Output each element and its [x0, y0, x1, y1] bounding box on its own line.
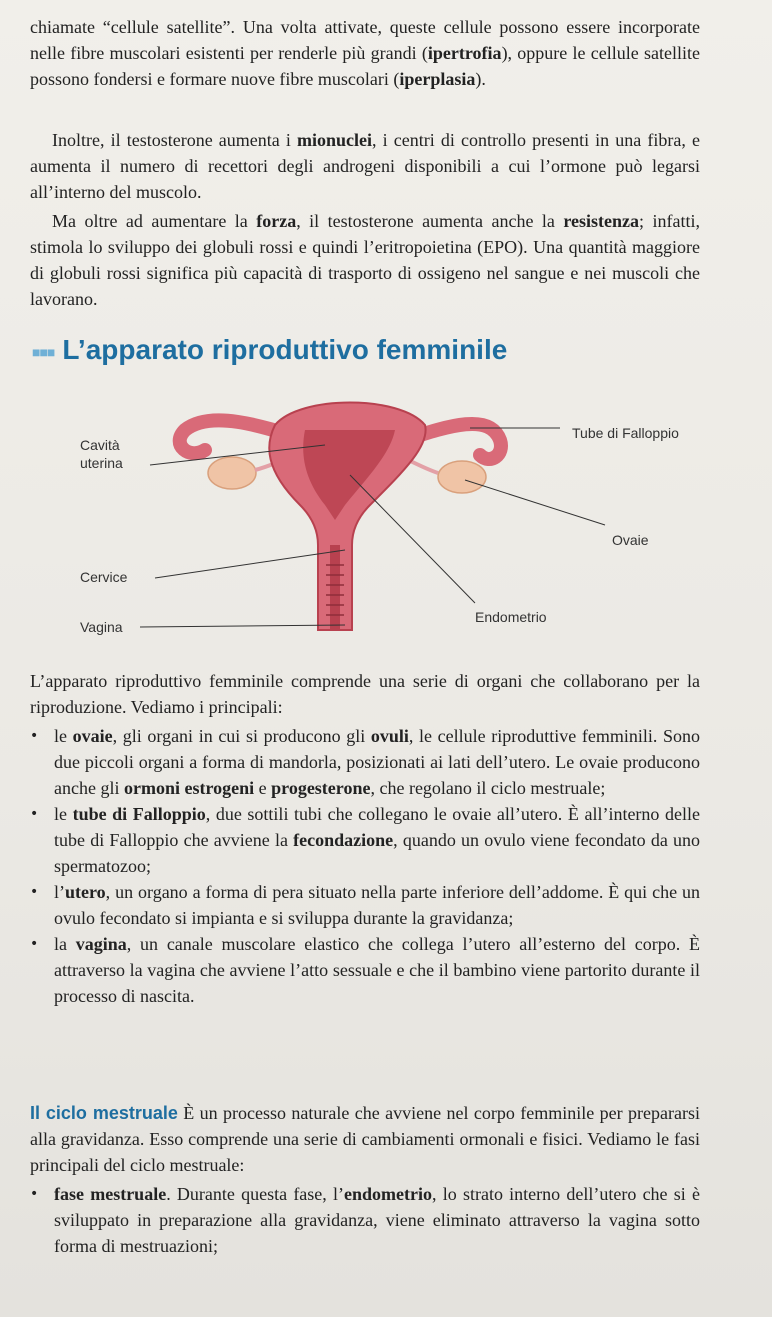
term-estrogeni: ormoni estrogeni — [123, 778, 255, 798]
paragraph-ciclo — [30, 1100, 700, 1178]
term-iperplasia: iperplasia — [399, 69, 476, 89]
label-cavita-1: Cavità — [80, 437, 120, 453]
leader-cervice — [155, 550, 345, 578]
leader-endometrio — [350, 475, 475, 603]
term-fase-mestruale: fase mestruale — [54, 1184, 167, 1204]
term-progesterone: progesterone — [271, 778, 371, 798]
phase-list — [30, 1181, 700, 1259]
label-ovaie: Ovaie — [612, 532, 649, 548]
term-endometrio: endometrio — [344, 1184, 432, 1204]
paragraph-satellite-cells — [30, 14, 700, 92]
term-tube: tube di Falloppio — [72, 804, 206, 824]
label-endometrio: Endometrio — [475, 609, 547, 625]
text: È un processo naturale che avviene nel corpo femminile per prepararsi alla gravidanza. Esso comprende una serie di cambiamenti ormonali e fisici. Vediamo le fasi principali del ciclo mestruale: — [30, 1103, 700, 1175]
text: chiamate “cellule satellite”. Una volta attivate, queste cellule possono essere incorporate nelle fibre muscolari esistenti per renderle più grandi ( — [30, 17, 700, 63]
organ-list — [30, 723, 700, 1009]
left-ovary — [208, 457, 256, 489]
text: e — [254, 778, 272, 798]
paragraph-mionuclei — [30, 127, 700, 205]
text: , un organo a forma di pera situato nella parte inferiore dell’addome. È qui che un ovulo fecondato si impianta e si sviluppa durante la gravidanza; — [54, 882, 700, 928]
paragraph-resistenza — [30, 208, 700, 312]
text: Inoltre, il testosterone aumenta i — [52, 130, 298, 150]
term-ipertrofia: ipertrofia — [427, 43, 502, 63]
text: , che regolano il ciclo mestruale; — [370, 778, 606, 798]
heading-text: L’apparato riproduttivo femminile — [62, 334, 508, 365]
text: , i centri di controllo presenti in una fibra, e aumenta il numero di recettori degli androgeni disponibili a cui l’ormone può legarsi all’interno del muscolo. — [30, 130, 700, 202]
vaginal-canal — [330, 545, 340, 630]
text: , le cellule riproduttive femminili. Sono due piccoli organi a forma di mandorla, posizionati ai lati dell’utero. Le ovaie producono anche gli — [54, 726, 700, 798]
text: , lo strato interno dell’utero che si è sviluppato in preparazione alla gravidanza, viene eliminato attraverso la vagina sotto forma di mestruazioni; — [54, 1184, 700, 1256]
term-forza: forza — [256, 211, 297, 231]
term-vagina: vagina — [75, 934, 127, 954]
term-ovaie: ovaie — [72, 726, 113, 746]
text: le — [54, 726, 73, 746]
text: le — [54, 804, 73, 824]
text: ; infatti, stimola lo sviluppo dei globuli rossi e quindi l’eritropoietina (EPO). Una quantità maggiore di globuli rossi significa più capacità di trasporto di ossigeno nel sangue e nei muscoli che lavorano. — [30, 211, 700, 309]
reproductive-system-diagram — [60, 385, 740, 670]
ciclo-title: Il ciclo mestruale — [30, 1103, 178, 1123]
leader-ovaie — [465, 480, 605, 525]
label-cavita-2: uterina — [80, 455, 123, 471]
text: , due sottili tubi che collegano le ovaie all’utero. È all’interno delle tube di Falloppio che avviene la — [54, 804, 700, 850]
label-vagina: Vagina — [80, 619, 123, 635]
right-ovary — [438, 461, 486, 493]
list-item-ovaie — [30, 723, 700, 801]
list-item-tube — [30, 801, 700, 879]
term-mionuclei: mionuclei — [297, 130, 373, 150]
text: , gli organi in cui si producono gli — [112, 726, 371, 746]
text: l’ — [54, 882, 65, 902]
text: , quando un ovulo viene fecondato da uno spermatozoo; — [54, 830, 701, 876]
list-item-fase-mestruale — [30, 1181, 700, 1259]
text: Ma oltre ad aumentare la — [52, 211, 257, 231]
term-utero: utero — [65, 882, 106, 902]
term-resistenza: resistenza — [563, 211, 640, 231]
text: , il testosterone aumenta anche la — [296, 211, 564, 231]
text: . Durante questa fase, l’ — [166, 1184, 345, 1204]
text: , un canale muscolare elastico che collega l’utero all’esterno del corpo. È attraverso la vagina che avviene l’atto sessuale e che il bambino viene partorito durante il processo di nascita. — [54, 934, 700, 1006]
text: la — [54, 934, 76, 954]
leader-vagina — [140, 625, 345, 627]
section-heading — [32, 334, 507, 366]
paragraph-intro — [30, 668, 700, 720]
label-tube: Tube di Falloppio — [572, 425, 679, 441]
label-cervice: Cervice — [80, 569, 128, 585]
intro-text: L’apparato riproduttivo femminile comprende una serie di organi che collaborano per la riproduzione. Vediamo i principali: — [30, 671, 700, 717]
heading-mark: ■■■ — [32, 343, 55, 360]
text: ), oppure le cellule satellite possono fondersi e formare nuove fibre muscolari ( — [30, 43, 700, 89]
term-ovuli: ovuli — [370, 726, 409, 746]
list-item-vagina — [30, 931, 700, 1009]
term-fecondazione: fecondazione — [293, 830, 394, 850]
text: ). — [475, 69, 486, 89]
list-item-utero — [30, 879, 700, 931]
